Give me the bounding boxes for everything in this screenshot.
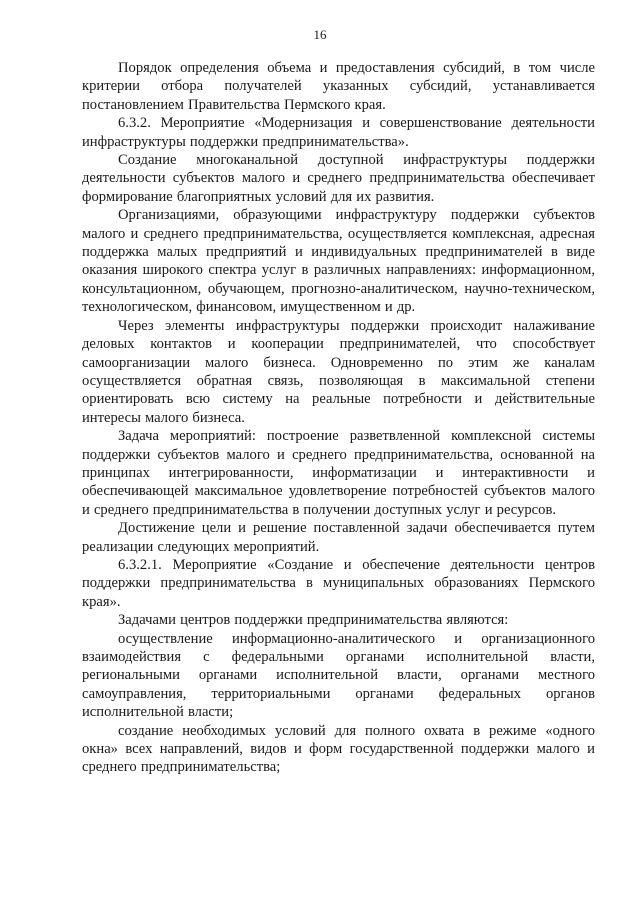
paragraph-business-contacts: Через элементы инфраструктуры поддержки происходит налаживание деловых контактов и кооперации предпринимателей, что способствует самоорганизации малого бизнеса. Одновременно по этим же каналам осуществляется обратная связь, позволяющая в максимальной степени ориентировать всю систему на реальные потребности и действительные интересы малого бизнеса. xyxy=(82,317,595,426)
page-body xyxy=(82,59,595,777)
paragraph-subsidy-procedure: Порядок определения объема и предоставления субсидий, в том числе критерии отбора получателей указанных субсидий, устанавливается постановлением Правительства Пермского края. xyxy=(82,60,595,113)
paragraph-infrastructure-creation: Создание многоканальной доступной инфраструктуры поддержки деятельности субъектов малого и среднего предпринимательства обеспечивает формирование благоприятных условий для их развития. xyxy=(82,152,595,205)
paragraph-section-6-3-2: 6.3.2. Мероприятие «Модернизация и совершенствование деятельности инфраструктуры поддержки предпринимательства». xyxy=(82,115,595,150)
paragraph-section-6-3-2-1: 6.3.2.1. Мероприятие «Создание и обеспечение деятельности центров поддержки предпринимательства в муниципальных образованиях Пермского края». xyxy=(82,556,595,610)
paragraph-task-one-window: создание необходимых условий для полного охвата в режиме «одного окна» всех направлений, видов и форм государственной поддержки малого и среднего предпринимательства; xyxy=(82,722,595,776)
paragraph-centers-tasks-intro: Задачами центров поддержки предпринимательства являются: xyxy=(118,612,509,629)
paragraph-organizations-support: Организациями, образующими инфраструктуру поддержки субъектов малого и среднего предпринимательства, осуществляется комплексная, адресная поддержка малых предприятий и индивидуальных предпринимателей в виде оказания широкого спектра услуг в различных направлениях: информационном, консультационном, обучающем, прогнозно-аналитическом, научно-техническом, технологическом, финансовом, имущественном и др. xyxy=(82,207,595,316)
paragraph-goal-achievement: Достижение цели и решение поставленной задачи обеспечивается путем реализации следующих мероприятий. xyxy=(82,520,595,555)
paragraph-task-of-measures: Задача мероприятий: построение разветвленной комплексной системы поддержки субъектов малого и среднего предпринимательства, основанной на принципах интегрированности, информатизации и интерактивности и обеспечивающей максимальное удовлетворение потребностей субъектов малого и среднего предпринимательства в получении доступных услуг и ресурсов. xyxy=(82,428,595,518)
paragraph-task-interaction: осуществление информационно-аналитического и организационного взаимодействия с федеральными органами исполнительной власти, региональными органами исполнительной власти, органами местного самоуправления, территориальными органами федеральных органов исполнительной власти; xyxy=(82,630,595,721)
page-number: 16 xyxy=(313,27,327,42)
